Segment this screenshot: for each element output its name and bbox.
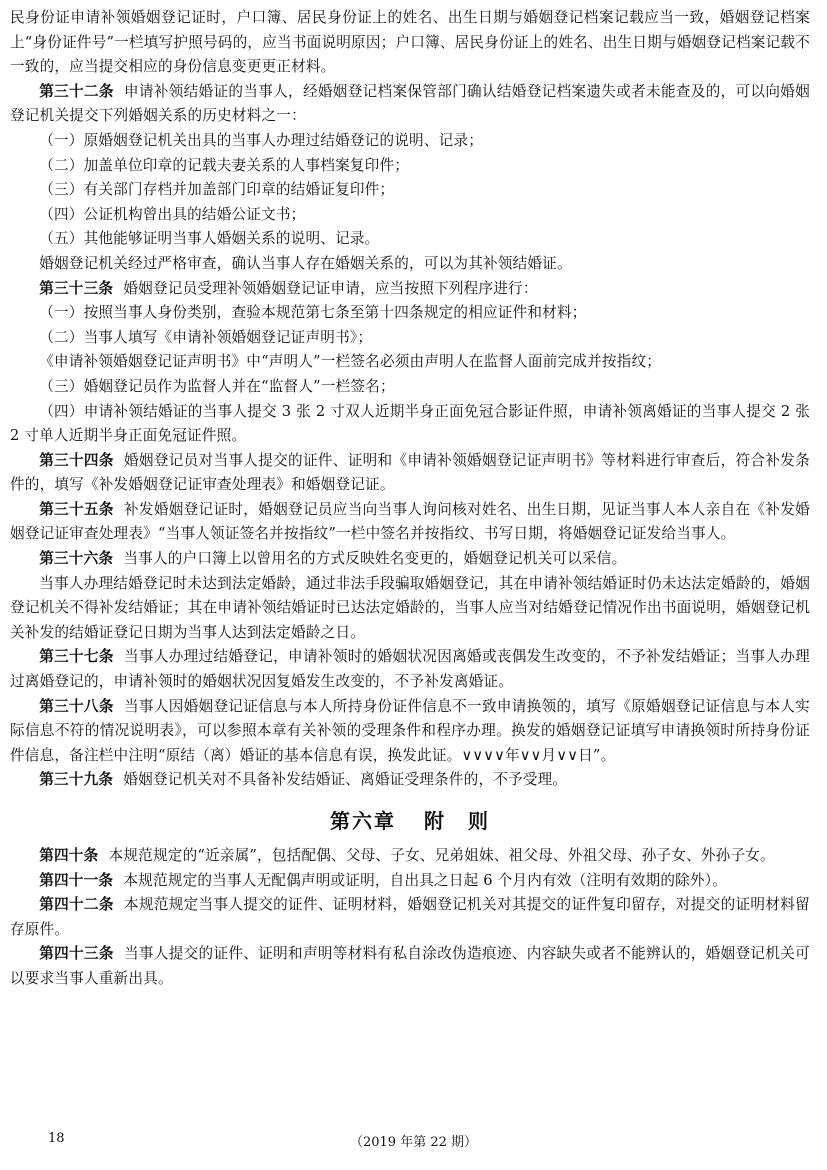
list-item (10, 326, 810, 351)
paragraph-text: 婚姻登记员对当事人提交的证件、证明和《申请补领婚姻登记证声明书》等材料进行审查后，符合补发条件的，填写《补发婚姻登记证审查处理表》和婚姻登记证。 (10, 451, 810, 494)
paragraph-text: （四）公证机构曾出具的结婚公证文书； (39, 205, 306, 223)
chapter-number: 第六章 (330, 809, 396, 833)
article-label: 第四十条 (39, 847, 99, 864)
list-item (10, 203, 810, 228)
article-label: 第三十四条 (39, 451, 114, 469)
article-label: 第四十一条 (39, 871, 114, 889)
paragraph-text: 当事人提交的证件、证明和声明等材料有私自涂改伪造痕迹、内容缺失或者不能辨认的，婚姻登记机关可以要求当事人重新出具。 (10, 945, 810, 987)
paragraph-text: 本规范规定当事人提交的证件、证明材料，婚姻登记机关对其提交的证件复印留存，对提交的证明材料留存原件。 (10, 896, 810, 938)
paragraph-text: 婚姻登记机关经过严格审查，确认当事人存在婚姻关系的，可以为其补领结婚证。 (39, 254, 572, 272)
article-paragraph (10, 547, 810, 572)
article-label: 第四十三条 (39, 945, 114, 963)
article-paragraph (10, 893, 810, 942)
body-text (10, 6, 810, 992)
paragraph-text: 民身份证申请补领婚姻登记证时，户口簿、居民身份证上的姓名、出生日期与婚姻登记档案记载应当一致，婚姻登记档案上“身份证件号”一栏填写护照号码的，应当书面说明原因；户口簿、居民身份证上的姓名、出生日期与婚姻登记档案记载不一致的，应当提交相应的身份信息变更更正材料。 (10, 9, 810, 76)
paragraph-text: （二）加盖单位印章的记载夫妻关系的人事档案复印件； (39, 156, 410, 174)
list-item (10, 227, 810, 252)
paragraph (10, 6, 810, 80)
article-paragraph (10, 498, 810, 547)
paragraph-text: 本规范规定的当事人无配偶声明或证明，自出具之日起 6 个月内有效（注明有效期的除外）。 (123, 871, 728, 889)
paragraph-text: 当事人办理结婚登记时未达到法定婚龄，通过非法手段骗取婚姻登记，其在申请补领结婚证时仍未达法定婚龄的，婚姻登记机关不得补发结婚证；其在申请补领结婚证时已达法定婚龄的，当事人应当对结婚登记情况作出书面说明，婚姻登记机关补发的结婚证登记日期为当事人达到法定婚龄之日。 (10, 574, 810, 641)
paragraph-text: 当事人因婚姻登记证信息与本人所持身份证件信息不一致申请换领的，填写《原婚姻登记证信息与本人实际信息不符的情况说明表》，可以参照本章有关补领的受理条件和程序办理。换发的婚姻登记证填写申请换领时所持身份证件信息，备注栏中注明“原结（离）婚证的基本信息有误，换发此证。∨∨∨∨年∨∨月∨∨日”。 (10, 697, 810, 764)
article-label: 第三十三条 (39, 279, 114, 297)
paragraph-text: （三）有关部门存档并加盖部门印章的结婚证复印件； (39, 181, 395, 199)
article-paragraph (10, 277, 810, 302)
article-label: 第三十八条 (39, 697, 114, 715)
paragraph-text: （二）当事人填写《申请补领婚姻登记证声明书》； (39, 328, 373, 346)
paragraph-text: 《申请补领婚姻登记证声明书》中“声明人”一栏签名必须由声明人在监督人面前完成并按指纹； (39, 353, 662, 371)
paragraph-text: （一）按照当事人身份类别，查验本规范第七条至第十四条规定的相应证件和材料； (39, 304, 587, 322)
paragraph-text: （五）其他能够证明当事人婚姻关系的说明、记录。 (39, 230, 380, 248)
article-paragraph (10, 449, 810, 498)
article-label: 第三十七条 (39, 648, 114, 666)
article-paragraph (10, 80, 810, 129)
section-bottom (10, 844, 810, 992)
page-number: 18 (48, 1131, 65, 1146)
paragraph-text: 婚姻登记机关对不具备补发结婚证、离婚证受理条件的，不予受理。 (123, 771, 568, 789)
paragraph-text: （一）原婚姻登记机关出具的当事人办理过结婚登记的说明、记录； (39, 131, 484, 149)
page-footer (0, 1131, 827, 1155)
paragraph-text: 本规范规定的“近亲属”，包括配偶、父母、子女、兄弟姐妹、祖父母、外祖父母、孙子女、外孙子女。 (108, 847, 775, 864)
chapter-title: 附 则 (424, 809, 490, 833)
list-item (10, 301, 810, 326)
list-item (10, 400, 810, 449)
list-item (10, 129, 810, 154)
paragraph-text: （四）申请补领结婚证的当事人提交 3 张 2 寸双人近期半身正面免冠合影证件照，申请补领离婚证的当事人提交 2 张 2 寸单人近期半身正面免冠证件照。 (10, 402, 810, 445)
article-label: 第三十九条 (39, 771, 114, 789)
section-top (10, 6, 810, 793)
paragraph-text: （三）婚姻登记员作为监督人并在“监督人”一栏签名； (39, 377, 395, 395)
list-item (10, 154, 810, 179)
paragraph-text: 补发婚姻登记证时，婚姻登记员应当向当事人询问核对姓名、出生日期，见证当事人本人亲自在《补发婚姻登记证审查处理表》“当事人领证签名并按指纹”一栏中签名并按指纹、书写日期，将婚姻登记证发给当事人。 (10, 500, 810, 543)
article-paragraph (10, 869, 810, 894)
paragraph-text: 申请补领结婚证的当事人，经婚姻登记档案保管部门确认结婚登记档案遗失或者未能查及的，可以向婚姻登记机关提交下列婚姻关系的历史材料之一： (10, 82, 810, 125)
chapter-heading (10, 805, 810, 834)
list-item (10, 178, 810, 203)
article-paragraph (10, 645, 810, 694)
article-label: 第三十六条 (39, 550, 114, 568)
list-item (10, 572, 810, 646)
paragraph-text: 当事人的户口簿上以曾用名的方式反映姓名变更的，婚姻登记机关可以采信。 (123, 550, 627, 568)
list-item (10, 350, 810, 375)
article-label: 第四十二条 (39, 896, 114, 914)
article-paragraph (10, 844, 810, 869)
list-item (10, 252, 810, 277)
article-label: 第三十二条 (39, 82, 114, 100)
article-paragraph (10, 695, 810, 769)
article-paragraph (10, 768, 810, 793)
paragraph-text: 婚姻登记员受理补领婚姻登记证申请，应当按照下列程序进行： (123, 279, 538, 297)
article-paragraph (10, 942, 810, 991)
article-label: 第三十五条 (39, 500, 114, 518)
paragraph-text: 当事人办理过结婚登记，申请补领时的婚姻状况因离婚或丧偶发生改变的，不予补发结婚证；当事人办理过离婚登记的，申请补领时的婚姻状况因复婚发生改变的，不予补发离婚证。 (10, 648, 810, 691)
issue-label: （2019 年第 22 期） (349, 1135, 478, 1150)
list-item (10, 375, 810, 400)
